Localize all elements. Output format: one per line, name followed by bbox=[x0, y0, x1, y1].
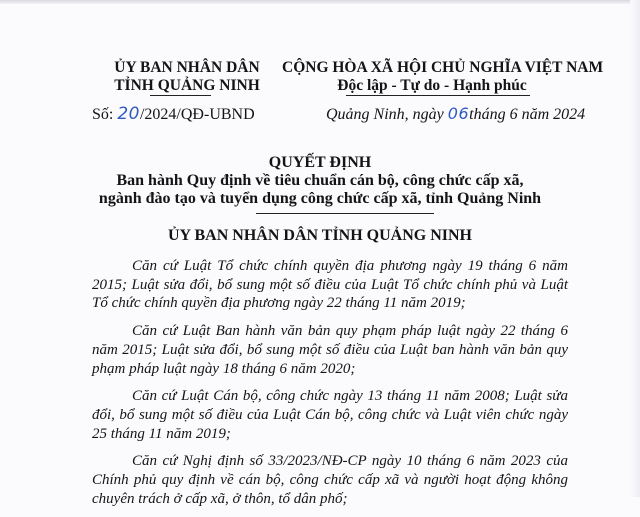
national-header bbox=[282, 59, 604, 95]
doc-number-prefix: Số: bbox=[92, 106, 114, 123]
agency-line-1: ỦY BAN NHÂN DÂN bbox=[114, 59, 260, 76]
subject-line-1: Ban hành Quy định về tiêu chuẩn cán bộ, công chức cấp xã, bbox=[116, 172, 524, 189]
document-number bbox=[92, 104, 255, 125]
agency-underline bbox=[150, 95, 211, 96]
doc-number-handwritten: 20 bbox=[117, 104, 140, 124]
date-day-handwritten: 06 bbox=[447, 104, 470, 123]
date-prefix: Quảng Ninh, ngày bbox=[326, 106, 444, 123]
preamble-paragraph: Căn cứ Nghị định số 33/2023/NĐ-CP ngày 10 tháng 6 năm 2023 của Chính phủ quy định về cán bộ, công chức cấp xã và người hoạt động không chuyên trách ở cấp xã, ở thôn, tổ dân phố; bbox=[92, 453, 568, 507]
national-title: CỘNG HÒA XÃ HỘI CHỦ NGHĨA VIỆT NAM bbox=[282, 59, 604, 76]
title-underline bbox=[256, 213, 434, 214]
agency-line-2: TỈNH QUẢNG NINH bbox=[114, 77, 260, 94]
preamble-paragraph: Căn cứ Luật Ban hành văn bản quy phạm pháp luật ngày 22 tháng 6 năm 2015; Luật sửa đổi, bổ sung một số điều của Luật ban hành văn bản quy phạm pháp luật ngày 18 tháng 6 năm 2020; bbox=[92, 323, 568, 377]
preamble-paragraph: Căn cứ Luật Tổ chức chính quyền địa phương ngày 19 tháng 6 năm 2015; Luật sửa đổi, bổ sung một số điều của Luật Tổ chức chính phủ và Luật Tổ chức chính quyền địa phương ngày 22 tháng 11 năm 2019; bbox=[92, 258, 568, 312]
preamble-paragraph: Căn cứ Luật Cán bộ, công chức ngày 13 tháng 11 năm 2008; Luật sửa đổi, bổ sung một số điều của Luật Cán bộ, công chức và Luật viên chức ngày 25 tháng 11 năm 2019; bbox=[92, 388, 568, 442]
scan-edge-right bbox=[630, 0, 640, 497]
issue-date bbox=[326, 104, 585, 125]
national-motto: Độc lập - Tự do - Hạnh phúc bbox=[337, 77, 527, 94]
document-title bbox=[0, 154, 640, 208]
issuer-heading: ỦY BAN NHÂN DÂN TỈNH QUẢNG NINH bbox=[167, 227, 472, 244]
preamble bbox=[92, 257, 568, 517]
date-suffix: tháng 6 năm 2024 bbox=[469, 106, 586, 123]
subject-line-2: ngành đào tạo và tuyển dụng công chức cấp xã, tỉnh Quảng Ninh bbox=[98, 190, 542, 207]
doc-type: QUYẾT ĐỊNH bbox=[268, 154, 372, 171]
agency-name bbox=[112, 59, 262, 95]
scan-edge-top bbox=[0, 0, 640, 4]
motto-underline bbox=[346, 95, 530, 96]
doc-number-suffix: /2024/QĐ-UBND bbox=[139, 106, 255, 123]
